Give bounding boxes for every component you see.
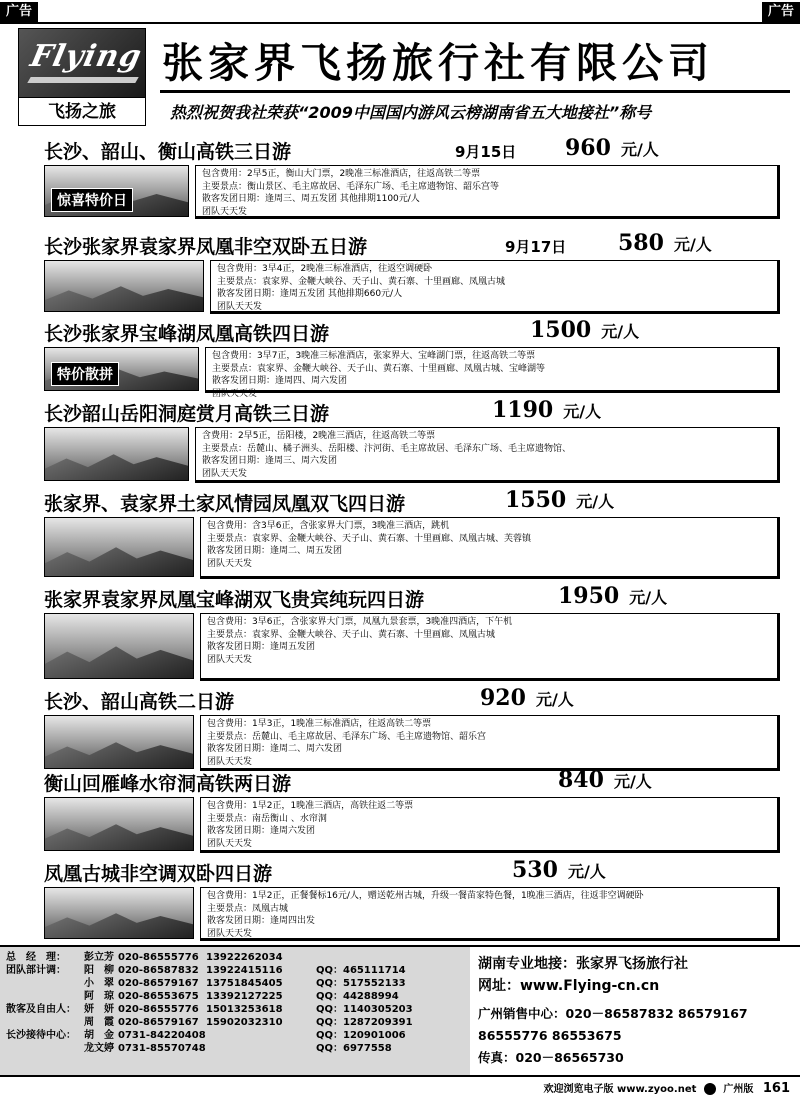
tour-detail-line: 包含费用：1早2正，1晚准三酒店，高铁往返二等票 bbox=[207, 801, 414, 811]
tour-detail-line: 含费用：2早5正，岳阳楼，2晚准三酒店，往返高铁二等票 bbox=[202, 431, 436, 441]
tour-item bbox=[0, 685, 800, 775]
contact-tel: 020-86579167 bbox=[118, 978, 199, 989]
company-logo bbox=[18, 28, 146, 126]
tour-price bbox=[505, 487, 614, 513]
page-number: 161 bbox=[762, 1081, 790, 1096]
partner-fax: 传真：020－86565730 bbox=[478, 1050, 624, 1065]
tour-photo bbox=[44, 613, 194, 679]
tour-price-unit: 元/人 bbox=[620, 140, 659, 159]
tour-details bbox=[195, 165, 780, 219]
promo-badge: 特价散拼 bbox=[51, 362, 119, 386]
contact-role bbox=[6, 990, 84, 1003]
contact-qq: QQ：1140305203 bbox=[316, 1004, 413, 1015]
contact-section bbox=[0, 945, 800, 1077]
tour-price bbox=[618, 230, 712, 256]
tour-price-value: 1500 bbox=[530, 317, 592, 343]
tour-item bbox=[0, 583, 800, 685]
tour-photo bbox=[44, 427, 189, 481]
contact-row bbox=[6, 990, 464, 1003]
tour-detail-line: 包含费用：3早6正，含张家界大门票，凤凰九景套票，3晚准四酒店，下午机 bbox=[207, 617, 513, 627]
contact-row bbox=[6, 1016, 464, 1029]
header bbox=[10, 28, 790, 126]
tour-detail-line: 散客发团日期：逢周三、周五发团 其他排期1100元/人 bbox=[202, 194, 420, 204]
contact-name: 妍 妍 bbox=[84, 1004, 114, 1015]
tour-title: 张家界袁家界凤凰宝峰湖双飞贵宾纯玩四日游 bbox=[44, 589, 425, 611]
contact-qq: QQ：1287209391 bbox=[316, 1017, 413, 1028]
tour-price bbox=[492, 397, 601, 423]
landscape-icon bbox=[45, 739, 193, 768]
tour-detail-line: 包含费用：1早2正，正餐餐标16元/人，赠送乾州古城，升级一餐苗家特色餐，1晚准三酒店，往返非空调硬卧 bbox=[207, 891, 644, 901]
contact-tel: 020-86587832 bbox=[118, 965, 199, 976]
landscape-icon bbox=[45, 544, 193, 576]
contact-mobile: 13922262034 bbox=[206, 952, 283, 963]
top-rule bbox=[0, 22, 800, 24]
tour-detail-line: 团队天天发 bbox=[217, 301, 263, 312]
tour-price-value: 1190 bbox=[492, 397, 554, 423]
tour-date: 9月17日 bbox=[505, 238, 567, 256]
tour-detail-line: 主要景点：凤凰古城 bbox=[207, 903, 289, 914]
tour-price-value: 840 bbox=[558, 767, 604, 793]
tour-details bbox=[195, 427, 780, 483]
tour-detail-line: 散客发团日期：逢周五发团 bbox=[207, 642, 316, 652]
tour-photo bbox=[44, 887, 194, 939]
tour-title: 长沙、韶山、衡山高铁三日游 bbox=[44, 141, 292, 163]
tour-detail-line: 包含费用：1早3正，1晚准三标准酒店，往返高铁二等票 bbox=[207, 719, 432, 729]
contact-role: 团队部计调： bbox=[6, 965, 66, 976]
tour-item bbox=[0, 767, 800, 857]
tour-detail-line: 散客发团日期：逢周三、周六发团 bbox=[202, 456, 338, 466]
tour-photo bbox=[44, 260, 204, 312]
tour-item bbox=[0, 487, 800, 583]
tour-title: 衡山回雁峰水帘洞高铁两日游 bbox=[44, 773, 292, 795]
tour-price bbox=[512, 857, 606, 883]
ad-label-left: 广告 bbox=[0, 2, 38, 22]
landscape-icon bbox=[45, 821, 193, 850]
tour-photo bbox=[44, 165, 189, 217]
tour-detail-line: 散客发团日期：逢周四出发 bbox=[207, 916, 316, 926]
tour-price bbox=[558, 767, 652, 793]
tour-details bbox=[200, 613, 780, 681]
landscape-icon bbox=[45, 451, 188, 480]
contact-tel: 0731-85570748 bbox=[118, 1043, 206, 1054]
partner-line-4: 86555776 86553675 bbox=[478, 1028, 622, 1043]
contact-mobile: 13392127225 bbox=[206, 991, 283, 1002]
tour-detail-line: 主要景点：南岳衡山 、水帘洞 bbox=[207, 813, 327, 824]
partner-line-1: 湖南专业地接：张家界飞扬旅行社 bbox=[478, 956, 688, 972]
contact-mobile: 15013253618 bbox=[206, 1004, 283, 1015]
logo-text: Flying bbox=[27, 39, 146, 74]
contact-mobile bbox=[206, 1029, 316, 1042]
tour-photo bbox=[44, 347, 199, 391]
tour-title: 凤凰古城非空调双卧四日游 bbox=[44, 863, 273, 885]
tour-detail-line: 团队天天发 bbox=[207, 654, 253, 665]
tour-title: 长沙、韶山高铁二日游 bbox=[44, 691, 235, 713]
company-name: 张家界飞扬旅行社有限公司 bbox=[162, 39, 714, 87]
contact-name: 龙文婷 bbox=[84, 1043, 114, 1054]
contact-mobile: 13751845405 bbox=[206, 978, 283, 989]
contact-row bbox=[6, 964, 464, 977]
tour-detail-line: 主要景点：岳麓山、橘子洲头、岳阳楼、汴河街、毛主席故居、毛泽东广场、毛主席遗物馆、 bbox=[202, 443, 572, 454]
tour-detail-line: 包含费用：3早4正，2晚准三标准酒店，往返空调硬卧 bbox=[217, 264, 433, 274]
tour-detail-line: 团队天天发 bbox=[212, 388, 258, 399]
tour-title: 张家界、袁家界土家风情园凤凰双飞四日游 bbox=[44, 493, 406, 515]
tour-detail-line: 团队天天发 bbox=[207, 928, 253, 939]
tour-detail-line: 团队天天发 bbox=[207, 756, 253, 767]
contact-tel: 020-86555776 bbox=[118, 1004, 199, 1015]
tour-detail-line: 主要景点：衡山景区、毛主席故居、毛泽东广场、毛主席遗物馆、韶乐宫等 bbox=[202, 181, 500, 192]
landscape-icon bbox=[45, 643, 193, 678]
tour-price bbox=[565, 135, 659, 161]
tour-date: 9月15日 bbox=[455, 143, 517, 161]
ad-label-right: 广告 bbox=[762, 2, 800, 22]
tour-price-unit: 元/人 bbox=[629, 588, 668, 607]
tour-price bbox=[530, 317, 639, 343]
tour-item bbox=[0, 397, 800, 487]
tour-detail-line: 团队天天发 bbox=[202, 468, 248, 479]
contact-mobile bbox=[206, 1042, 316, 1055]
contact-name: 阿 琼 bbox=[84, 991, 114, 1002]
contact-role: 总 经 理： bbox=[6, 952, 66, 963]
contact-qq: QQ：465111714 bbox=[316, 965, 406, 976]
tour-price-value: 1950 bbox=[558, 583, 620, 609]
tour-detail-line: 包含费用：含3早6正，含张家界大门票，3晚准三酒店，跳机 bbox=[207, 521, 450, 531]
tour-details bbox=[205, 347, 780, 399]
tour-details bbox=[200, 715, 780, 771]
partner-line-3: 广州销售中心：020－86587832 86579167 bbox=[478, 1006, 748, 1021]
contact-role bbox=[6, 1042, 84, 1055]
contact-role bbox=[6, 1016, 84, 1029]
tour-price-unit: 元/人 bbox=[567, 862, 606, 881]
tour-title: 长沙韶山岳阳洞庭赏月高铁三日游 bbox=[44, 403, 330, 425]
contact-mobile: 13922415116 bbox=[206, 965, 283, 976]
tour-details bbox=[210, 260, 780, 314]
tour-details bbox=[200, 517, 780, 579]
zyoo-logo-icon bbox=[704, 1083, 716, 1095]
contact-tel: 020-86555776 bbox=[118, 952, 199, 963]
contact-row bbox=[6, 977, 464, 990]
landscape-icon bbox=[45, 911, 193, 939]
tour-item bbox=[0, 317, 800, 397]
tour-price bbox=[480, 685, 574, 711]
tour-details bbox=[200, 887, 780, 941]
tour-price-value: 960 bbox=[565, 135, 611, 161]
tour-price-unit: 元/人 bbox=[535, 690, 574, 709]
promo-badge: 惊喜特价日 bbox=[51, 188, 133, 212]
contact-row bbox=[6, 1042, 464, 1055]
tour-title: 长沙张家界袁家界凤凰非空双卧五日游 bbox=[44, 236, 368, 258]
tour-detail-line: 主要景点：袁家界、金鞭大峡谷、天子山、黄石寨、十里画廊、凤凰古城、宝峰湖等 bbox=[212, 363, 546, 374]
contact-qq: QQ：120901006 bbox=[316, 1030, 406, 1041]
contact-row bbox=[6, 951, 464, 964]
tour-detail-line: 主要景点：袁家界、金鞭大峡谷、天子山、黄石寨、十里画廊、凤凰古城、芙蓉镇 bbox=[207, 533, 532, 544]
tour-detail-line: 团队天天发 bbox=[207, 558, 253, 569]
tour-detail-line: 散客发团日期：逢周二、周五发团 bbox=[207, 546, 343, 556]
contact-qq bbox=[316, 951, 456, 964]
logo-cn: 飞扬之旅 bbox=[19, 97, 145, 125]
tour-item bbox=[0, 230, 800, 318]
contact-qq: QQ：517552133 bbox=[316, 978, 406, 989]
tour-price-unit: 元/人 bbox=[601, 322, 640, 341]
tour-detail-line: 主要景点：袁家界、金鞭大峡谷、天子山、黄石寨、十里画廊、凤凰古城 bbox=[207, 629, 496, 640]
tour-title: 长沙张家界宝峰湖凤凰高铁四日游 bbox=[44, 323, 330, 345]
footer-edition: 广州版 bbox=[723, 1084, 754, 1095]
tour-detail-line: 包含费用：3早7正，3晚准三标准酒店，张家界大、宝峰湖门票，往返高铁二等票 bbox=[212, 351, 536, 361]
tour-price-value: 580 bbox=[618, 230, 664, 256]
tour-price-unit: 元/人 bbox=[673, 235, 712, 254]
tour-photo bbox=[44, 517, 194, 577]
tour-price-unit: 元/人 bbox=[613, 772, 652, 791]
contact-row bbox=[6, 1029, 464, 1042]
contact-row bbox=[6, 1003, 464, 1016]
contact-tel: 020-86579167 bbox=[118, 1017, 199, 1028]
tour-photo bbox=[44, 797, 194, 851]
page-footer bbox=[543, 1080, 790, 1096]
tour-photo bbox=[44, 715, 194, 769]
landscape-icon bbox=[45, 284, 203, 312]
contact-tel: 0731-84220408 bbox=[118, 1030, 206, 1041]
tour-price-unit: 元/人 bbox=[576, 492, 615, 511]
tour-detail-line: 散客发团日期：逢周六发团 bbox=[207, 826, 316, 836]
tour-price-value: 1550 bbox=[505, 487, 567, 513]
contact-tel: 020-86553675 bbox=[118, 991, 199, 1002]
contact-name: 阳 柳 bbox=[84, 965, 114, 976]
slogan: 热烈祝贺我社荣获“2009中国国内游风云榜湖南省五大地接社”称号 bbox=[170, 103, 652, 122]
contact-qq: QQ：6977558 bbox=[316, 1043, 392, 1054]
tour-price-value: 920 bbox=[480, 685, 526, 711]
tour-detail-line: 主要景点：岳麓山、毛主席故居、毛泽东广场、毛主席遗物馆、韶乐宫 bbox=[207, 731, 487, 742]
contact-name: 小 翠 bbox=[84, 978, 114, 989]
contact-table bbox=[0, 947, 470, 1075]
contact-role: 长沙接待中心： bbox=[6, 1030, 76, 1041]
partner-info bbox=[478, 953, 796, 1069]
company-rule bbox=[160, 90, 790, 93]
tour-detail-line: 包含费用：2早5正，衡山大门票，2晚准三标准酒店，往返高铁二等票 bbox=[202, 169, 481, 179]
tour-detail-line: 散客发团日期：逢周四、周六发团 bbox=[212, 376, 348, 386]
contact-mobile: 15902032310 bbox=[206, 1017, 283, 1028]
tour-item bbox=[0, 857, 800, 945]
logo-wing-icon bbox=[27, 77, 138, 83]
tour-price-unit: 元/人 bbox=[563, 402, 602, 421]
contact-role bbox=[6, 977, 84, 990]
footer-text: 欢迎浏览电子版 www.zyoo.net bbox=[543, 1084, 697, 1095]
contact-name: 彭立芳 bbox=[84, 952, 114, 963]
tour-detail-line: 主要景点：袁家界、金鞭大峡谷、天子山、黄石寨、十里画廊、凤凰古城 bbox=[217, 276, 506, 287]
tour-detail-line: 团队天天发 bbox=[207, 838, 253, 849]
contact-qq: QQ：44288994 bbox=[316, 991, 399, 1002]
partner-website[interactable]: 网址：www.Flying-cn.cn bbox=[478, 978, 660, 994]
tour-item bbox=[0, 135, 800, 223]
tour-price-value: 530 bbox=[512, 857, 558, 883]
contact-name: 周 霞 bbox=[84, 1017, 114, 1028]
tour-detail-line: 散客发团日期：逢周二、周六发团 bbox=[207, 744, 343, 754]
tour-details bbox=[200, 797, 780, 853]
contact-role: 散客及自由人： bbox=[6, 1004, 76, 1015]
tour-price bbox=[558, 583, 667, 609]
tour-detail-line: 散客发团日期：逢周五发团 其他排期660元/人 bbox=[217, 289, 403, 299]
tour-detail-line: 团队天天发 bbox=[202, 206, 248, 217]
contact-name: 胡 金 bbox=[84, 1030, 114, 1041]
